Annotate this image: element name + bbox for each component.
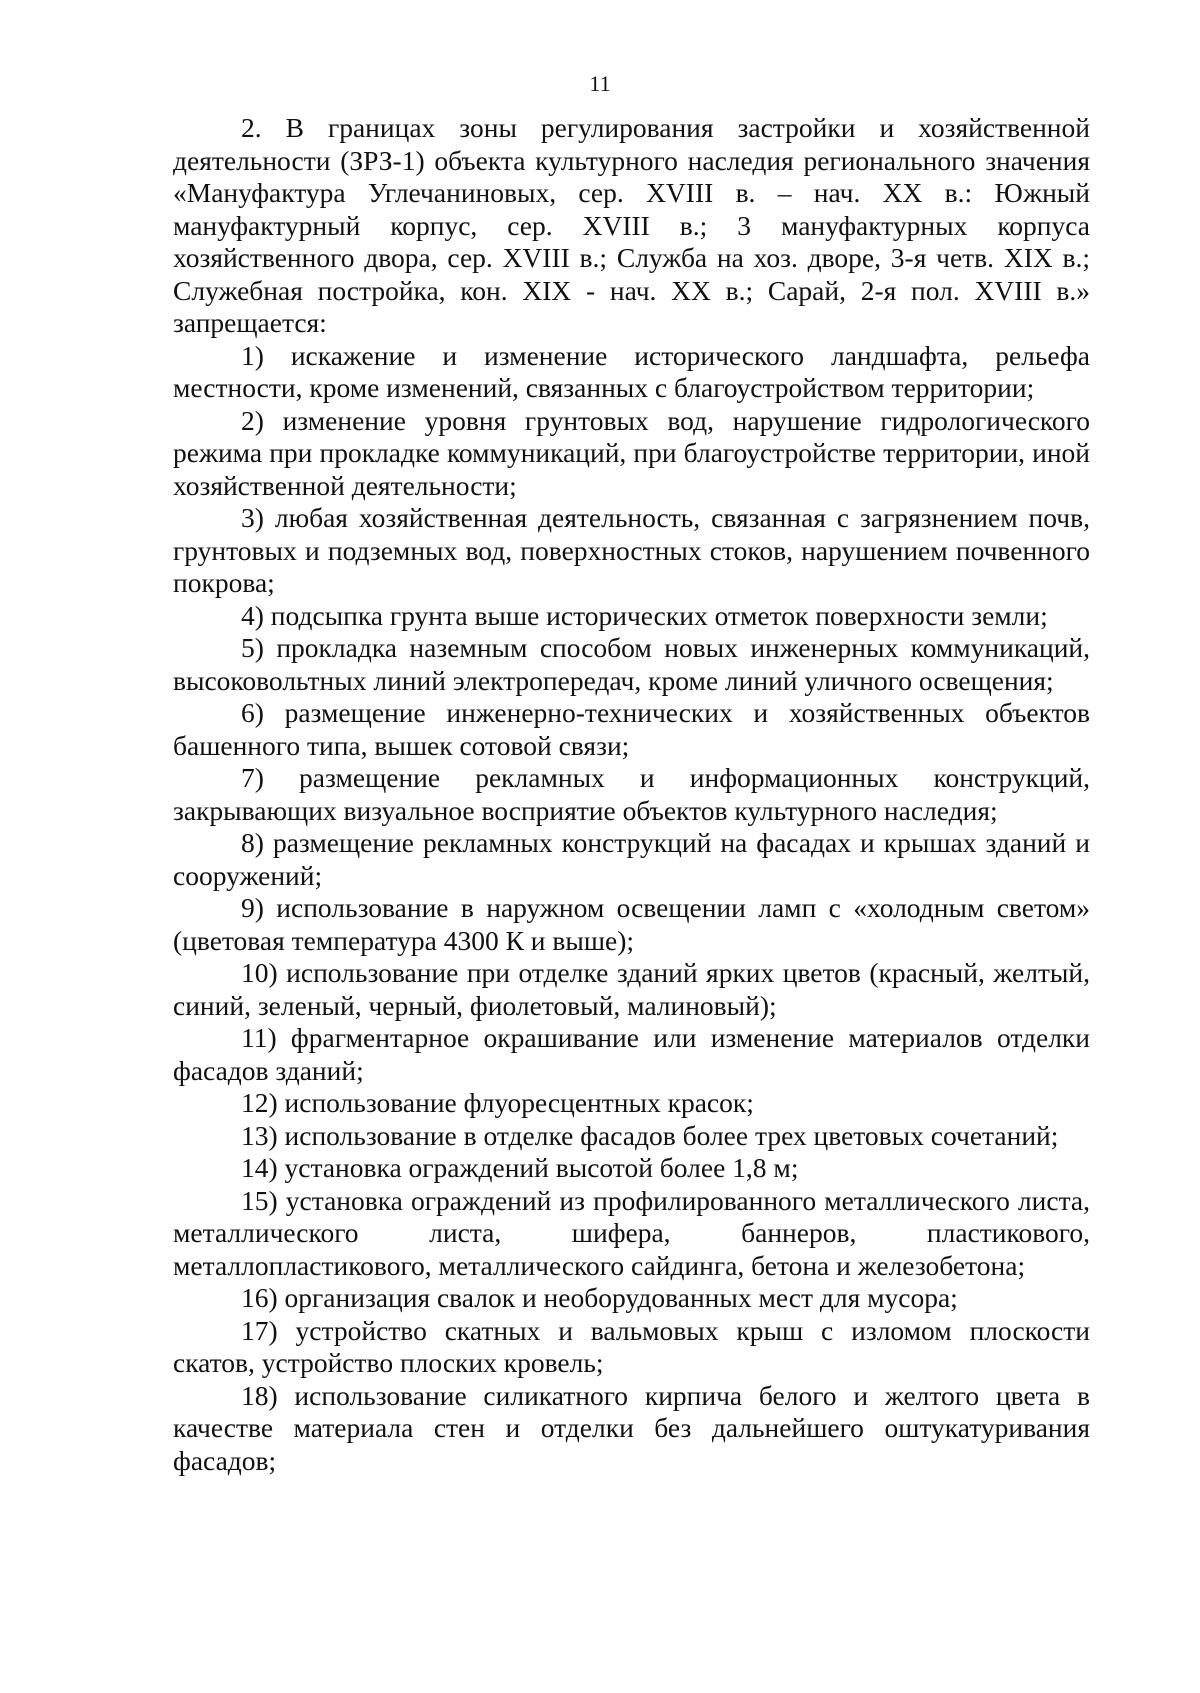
list-item: 7) размещение рекламных и информационных конструкций, закрывающих визуальное восприятие объектов культурного наследия; xyxy=(173,762,1090,826)
list-item: 5) прокладка наземным способом новых инженерных коммуникаций, высоковольтных линий электропередач, кроме линий уличного освещения; xyxy=(173,632,1090,696)
list-item: 15) установка ограждений из профилированного металлического листа, металлического листа, шифера, баннеров, пластикового, металлопластикового, металлического сайдинга, бетона и железобетона; xyxy=(173,1184,1090,1281)
list-item: 12) использование флуоресцентных красок; xyxy=(241,1087,754,1118)
document-body xyxy=(173,112,1090,1477)
list-item: 17) устройство скатных и вальмовых крыш с изломом плоскости скатов, устройство плоских кровель; xyxy=(173,1314,1090,1378)
list-item: 16) организация свалок и необорудованных мест для мусора; xyxy=(241,1282,958,1313)
list-item: 3) любая хозяйственная деятельность, связанная с загрязнением почв, грунтовых и подземных вод, поверхностных стоков, нарушением почвенного покрова; xyxy=(173,502,1090,598)
list-item: 11) фрагментарное окрашивание или изменение материалов отделки фасадов зданий; xyxy=(173,1022,1090,1086)
page-number: 11 xyxy=(589,71,611,96)
list-item: 4) подсыпка грунта выше исторических отметок поверхности земли; xyxy=(241,599,1048,631)
list-item: 18) использование силикатного кирпича белого и желтого цвета в качестве материала стен и отделки без дальнейшего оштукатуривания фасадов; xyxy=(173,1379,1090,1476)
list-item: 8) размещение рекламных конструкций на фасадах и крышах зданий и сооружений; xyxy=(173,827,1090,891)
list-item: 10) использование при отделке зданий ярких цветов (красный, желтый, синий, зеленый, черный, фиолетовый, малиновый); xyxy=(173,957,1090,1021)
list-item: 1) искажение и изменение исторического ландшафта, рельефа местности, кроме изменений, связанных с благоустройством территории; xyxy=(173,339,1090,403)
list-item: 9) использование в наружном освещении ламп с «холодным светом» (цветовая температура 4300 К и выше); xyxy=(173,892,1090,956)
list-item: 13) использование в отделке фасадов более трех цветовых сочетаний; xyxy=(241,1119,1059,1151)
list-item: 2) изменение уровня грунтовых вод, нарушение гидрологического режима при прокладке коммуникаций, при благоустройстве территории, иной хозяйственной деятельности; xyxy=(173,404,1090,501)
intro-paragraph: 2. В границах зоны регулирования застройки и хозяйственной деятельности (ЗРЗ-1) объекта культурного наследия регионального значения «Мануфактура Углечаниновых, сер. XVIII в. – нач. XX в.: Южный мануфактурный корпус, сер. XVIII в.; 3 мануфактурных корпуса хозяйственного двора, сер. XVIII в.; Служба на хоз. дворе, 3-я четв. XIX в.; Служебная постройка, кон. XIX - нач. XX в.; Сарай, 2-я пол. XVIII в.» запрещается: xyxy=(173,112,1090,338)
list-item: 6) размещение инженерно-технических и хозяйственных объектов башенного типа, вышек сотовой связи; xyxy=(173,697,1090,761)
list-item: 14) установка ограждений высотой более 1,8 м; xyxy=(241,1152,799,1183)
